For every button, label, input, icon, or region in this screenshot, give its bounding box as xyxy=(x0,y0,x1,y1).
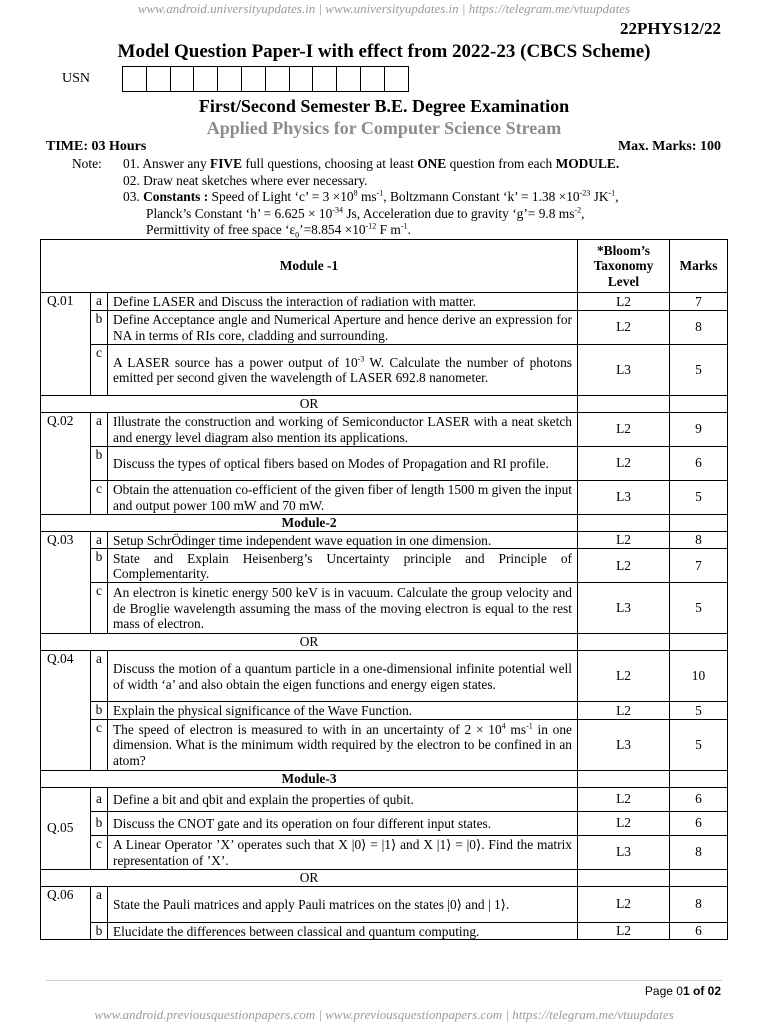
question-text: A LASER source has a power output of $10^{-3}$ W. Calculate the number of photons emitted per second given the wavelength of LASER 692.8 nanometer. xyxy=(108,344,578,395)
bloom-level: L3 xyxy=(578,835,670,869)
usn-box xyxy=(123,67,147,91)
table-row xyxy=(41,412,728,446)
usn-box xyxy=(147,67,171,91)
table-header xyxy=(41,240,728,293)
bloom-level: L2 xyxy=(578,549,670,583)
bloom-level: L2 xyxy=(578,787,670,811)
watermark-top: www.android.universityupdates.in | www.universityupdates.in | https://telegram.me/vtuupdates xyxy=(137,1,631,16)
page-title: Model Question Paper-I with effect from 2022-23 (CBCS Scheme) xyxy=(117,41,651,62)
table-row xyxy=(41,310,728,344)
table-row xyxy=(41,549,728,583)
question-text: An electron is kinetic energy 500 keV is in vacuum. Calculate the group velocity and de Broglie wavelength assuming the mass of the moving electron is equal to the rest mass of electron. xyxy=(108,583,578,634)
table-row xyxy=(41,811,728,835)
sub-label: b xyxy=(91,922,108,940)
table-row xyxy=(41,922,728,940)
question-number: Q.01 xyxy=(41,293,91,396)
usn-box xyxy=(361,67,385,91)
subject-name: Applied Physics for Computer Science Stream xyxy=(206,118,562,138)
question-text: Explain the physical significance of the Wave Function. xyxy=(108,702,578,720)
marks-value: 9 xyxy=(670,412,728,446)
marks-value: 5 xyxy=(670,583,728,634)
page-number: Page 01 of 02 xyxy=(644,984,721,998)
question-text: Discuss the types of optical fibers based on Modes of Propagation and RI profile. xyxy=(108,446,578,480)
marks-value: 5 xyxy=(670,719,728,770)
question-number: Q.06 xyxy=(41,886,91,940)
sub-label: a xyxy=(91,293,108,311)
usn-box xyxy=(218,67,242,91)
marks-value: 6 xyxy=(670,446,728,480)
marks-value: 6 xyxy=(670,922,728,940)
table-row xyxy=(41,651,728,702)
question-text: A Linear Operator ’X’ operates such that X |0⟩ = |1⟩ and X |1⟩ = |0⟩. Find the matrix representation of ’X’. xyxy=(108,835,578,869)
or-separator: OR xyxy=(41,634,578,651)
bloom-level: L3 xyxy=(578,480,670,514)
table-row xyxy=(41,886,728,922)
sub-label: c xyxy=(91,480,108,514)
table-row xyxy=(41,719,728,770)
question-number: Q.04 xyxy=(41,651,91,771)
question-text: Elucidate the differences between classical and quantum computing. xyxy=(108,922,578,940)
note-3-line-3: Permittivity of free space ‘$\varepsilon_0’=8.854 \times 10^{-12}$ F $m^{-1}$. xyxy=(146,221,411,240)
question-number: Q.05 xyxy=(41,787,91,869)
paper-code: 22PHYS12/22 xyxy=(619,19,721,38)
question-text: Discuss the CNOT gate and its operation on four different input states. xyxy=(108,811,578,835)
footer-divider xyxy=(46,980,722,981)
sub-label: a xyxy=(91,886,108,922)
question-table xyxy=(40,239,728,940)
usn-boxes xyxy=(122,66,409,92)
table-row xyxy=(41,583,728,634)
question-text: Define a bit and qbit and explain the properties of qubit. xyxy=(108,787,578,811)
module-row xyxy=(41,770,728,787)
marks-header: Marks xyxy=(670,240,728,293)
marks-value: 5 xyxy=(670,344,728,395)
question-text: Illustrate the construction and working of Semiconductor LASER with a neat sketch and energy level diagram also mention its applications. xyxy=(108,412,578,446)
marks-value: 10 xyxy=(670,651,728,702)
question-text: Define Acceptance angle and Numerical Aperture and hence derive an expression for NA in terms of RIs core, cladding and surrounding. xyxy=(108,310,578,344)
marks-value: 8 xyxy=(670,835,728,869)
time-allowed: TIME: 03 Hours xyxy=(46,139,147,154)
bloom-level: L2 xyxy=(578,293,670,311)
or-row xyxy=(41,634,728,651)
note-label: Note: xyxy=(72,156,102,171)
sub-label: b xyxy=(91,310,108,344)
note-3-line-2: Planck’s Constant ‘h’ = $6.625 \times 10^{-34}$ Js, Acceleration due to gravity ‘g’= 9.8 $ms^{-2}$, xyxy=(146,205,585,221)
sub-label: a xyxy=(91,787,108,811)
note-2: 02. Draw neat sketches where ever necessary. xyxy=(123,172,368,188)
exam-name: First/Second Semester B.E. Degree Examination xyxy=(198,96,570,116)
marks-value: 8 xyxy=(670,531,728,549)
bloom-level: L2 xyxy=(578,310,670,344)
question-text: The speed of electron is measured to with in an uncertainty of $2 \times 10^4$ $ms^{-1}$ in one dimension. What is the minimum width required by the electron to be confined in an atom? xyxy=(108,719,578,770)
marks-value: 5 xyxy=(670,702,728,720)
sub-label: c xyxy=(91,719,108,770)
module-2-heading: Module-2 xyxy=(41,514,578,531)
marks-value: 7 xyxy=(670,293,728,311)
table-row xyxy=(41,480,728,514)
bloom-level: L2 xyxy=(578,531,670,549)
marks-value: 8 xyxy=(670,310,728,344)
marks-value: 8 xyxy=(670,886,728,922)
sub-label: b xyxy=(91,811,108,835)
question-number: Q.03 xyxy=(41,531,91,634)
bloom-level: L3 xyxy=(578,344,670,395)
note-3: 03. Constants : Speed of Light ‘c’ = $3 \times 10^8$ $ms^{-1}$, Boltzmann Constant ‘k’ = $1.38 \times 10^{-23}$ $JK^{-1}$, xyxy=(123,188,619,204)
marks-value: 5 xyxy=(670,480,728,514)
usn-box xyxy=(337,67,361,91)
bloom-level: L2 xyxy=(578,702,670,720)
or-row xyxy=(41,869,728,886)
bloom-level: L2 xyxy=(578,412,670,446)
bloom-header: *Bloom’s Taxonomy Level xyxy=(578,240,670,293)
question-text: Setup SchrÖdinger time independent wave equation in one dimension. xyxy=(108,531,578,549)
or-row xyxy=(41,395,728,412)
sub-label: a xyxy=(91,531,108,549)
usn-box xyxy=(242,67,266,91)
table-row xyxy=(41,344,728,395)
sub-label: b xyxy=(91,549,108,583)
bloom-level: L2 xyxy=(578,446,670,480)
sub-label: c xyxy=(91,583,108,634)
table-row xyxy=(41,446,728,480)
sub-label: a xyxy=(91,651,108,702)
usn-box xyxy=(194,67,218,91)
question-text: Obtain the attenuation co-efficient of the given fiber of length 1500 m given the input and output power 100 mW and 70 mW. xyxy=(108,480,578,514)
usn-box xyxy=(313,67,337,91)
sub-label: c xyxy=(91,344,108,395)
watermark-bottom: www.android.previousquestionpapers.com | www.previousquestionpapers.com | https://telegram.me/vtuupdates xyxy=(94,1007,674,1022)
table-row xyxy=(41,293,728,311)
marks-value: 6 xyxy=(670,811,728,835)
sub-label: a xyxy=(91,412,108,446)
bloom-level: L2 xyxy=(578,811,670,835)
usn-label: USN xyxy=(62,71,91,86)
bloom-level: L2 xyxy=(578,651,670,702)
module-row xyxy=(41,514,728,531)
module-3-heading: Module-3 xyxy=(41,770,578,787)
note-1: 01. Answer any FIVE full questions, choosing at least ONE question from each MODULE. xyxy=(123,156,620,171)
sub-label: c xyxy=(91,835,108,869)
or-separator: OR xyxy=(41,395,578,412)
usn-row xyxy=(62,66,409,92)
bloom-level: L3 xyxy=(578,583,670,634)
question-text: Define LASER and Discuss the interaction of radiation with matter. xyxy=(108,293,578,311)
sub-label: b xyxy=(91,446,108,480)
usn-box xyxy=(171,67,195,91)
usn-box xyxy=(385,67,408,91)
question-text: State the Pauli matrices and apply Pauli matrices on the states |0⟩ and | 1⟩. xyxy=(108,886,578,922)
marks-value: 7 xyxy=(670,549,728,583)
usn-box xyxy=(266,67,290,91)
max-marks: Max. Marks: 100 xyxy=(617,139,721,154)
question-number: Q.02 xyxy=(41,412,91,514)
bloom-level: L3 xyxy=(578,719,670,770)
marks-value: 6 xyxy=(670,787,728,811)
or-separator: OR xyxy=(41,869,578,886)
question-text: State and Explain Heisenberg’s Uncertainty principle and Principle of Complementarity. xyxy=(108,549,578,583)
table-row xyxy=(41,531,728,549)
bloom-level: L2 xyxy=(578,886,670,922)
table-row xyxy=(41,787,728,811)
module-1-heading: Module -1 xyxy=(41,240,578,293)
sub-label: b xyxy=(91,702,108,720)
notes xyxy=(72,156,722,239)
bloom-level: L2 xyxy=(578,922,670,940)
question-text: Discuss the motion of a quantum particle in a one-dimensional infinite potential well of width ‘a’ and also obtain the eigen functions and energy eigen states. xyxy=(108,651,578,702)
table-row xyxy=(41,835,728,869)
table-row xyxy=(41,702,728,720)
usn-box xyxy=(290,67,314,91)
